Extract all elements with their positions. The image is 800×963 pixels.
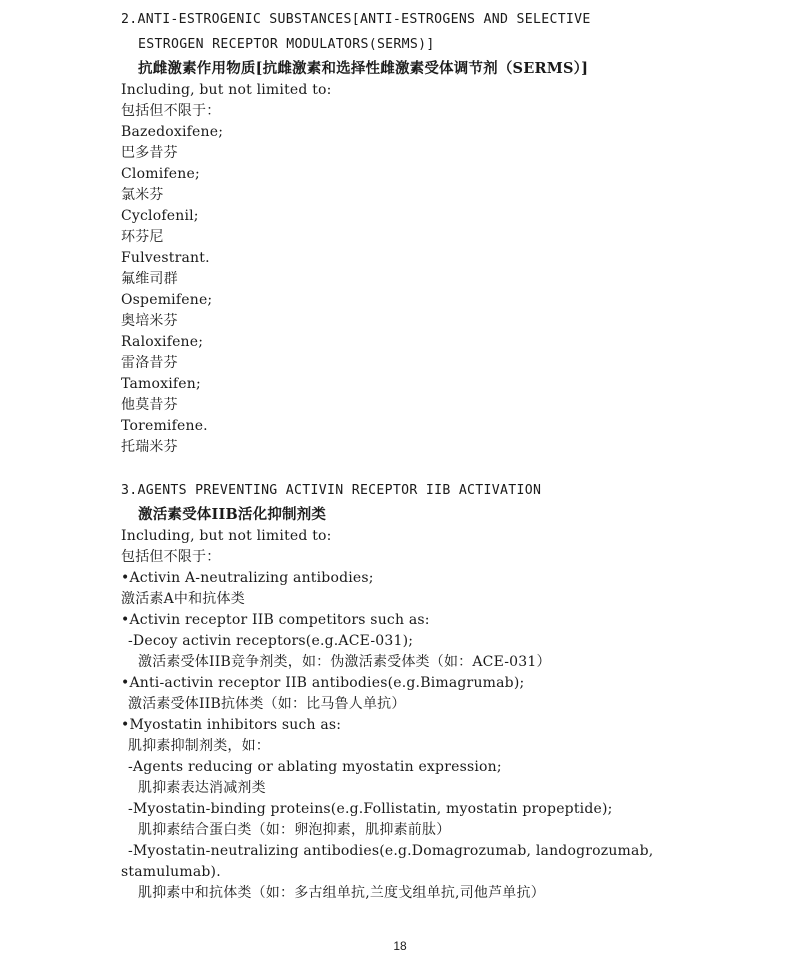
list-item-cn: 环芬尼 <box>121 229 164 245</box>
page-number: 18 <box>393 939 407 953</box>
including-cn: 包括但不限于： <box>121 103 221 119</box>
sub-item: -Myostatin-binding proteins(e.g.Follistatin, myostatin propeptide); <box>128 801 613 817</box>
list-item-en: Toremifene. <box>121 418 208 434</box>
list-item-en: Ospemifene; <box>121 292 213 308</box>
bullet-item: •Myostatin inhibitors such as: <box>121 717 342 733</box>
section-2-heading-line2: ESTROGEN RECEPTOR MODULATORS(SERMS)] <box>138 37 435 52</box>
list-item-cn: 托瑞米芬 <box>121 439 178 455</box>
sub-item-continuation: stamulumab). <box>121 864 221 880</box>
bullet-item-cn: 激活素受体IIB抗体类（如：比马鲁人单抗） <box>128 696 406 712</box>
list-item-en: Raloxifene; <box>121 334 204 350</box>
section-2-heading-line1: 2.ANTI-ESTROGENIC SUBSTANCES[ANTI-ESTROGENS AND SELECTIVE <box>121 12 591 27</box>
sub-item: -Myostatin-neutralizing antibodies(e.g.Domagrozumab, landogrozumab, <box>128 843 654 859</box>
list-item-en: Cyclofenil; <box>121 208 199 224</box>
list-item-en: Tamoxifen; <box>121 376 201 392</box>
list-item-cn: 氯米芬 <box>121 187 164 203</box>
section-3-heading-cn: 激活素受体IIB活化抑制剂类 <box>138 506 327 523</box>
bullet-item: •Activin receptor IIB competitors such as: <box>121 612 430 628</box>
bullet-item-cn: 激活素A中和抗体类 <box>121 591 245 607</box>
sub-item: -Agents reducing or ablating myostatin expression; <box>128 759 502 775</box>
list-item-en: Clomifene; <box>121 166 200 182</box>
list-item-cn: 他莫昔芬 <box>121 397 178 413</box>
list-item-cn: 氟维司群 <box>121 271 178 287</box>
including-cn: 包括但不限于： <box>121 549 221 565</box>
including-en: Including, but not limited to: <box>121 82 332 98</box>
sub-item-cn: 激活素受体IIB竞争剂类，如：伪激活素受体类（如：ACE-031） <box>138 654 551 670</box>
bullet-item: •Activin A-neutralizing antibodies; <box>121 570 374 586</box>
list-item-cn: 奥培米芬 <box>121 313 178 329</box>
sub-item-cn: 肌抑素中和抗体类（如：多古组单抗,兰度戈组单抗,司他芦单抗） <box>138 885 545 901</box>
bullet-item-cn: 肌抑素抑制剂类，如： <box>128 738 270 754</box>
including-en: Including, but not limited to: <box>121 528 332 544</box>
list-item-en: Bazedoxifene; <box>121 124 224 140</box>
sub-item: -Decoy activin receptors(e.g.ACE-031); <box>128 633 414 649</box>
bullet-item: •Anti-activin receptor IIB antibodies(e.g.Bimagrumab); <box>121 675 525 691</box>
sub-item-cn: 肌抑素表达消减剂类 <box>138 780 266 796</box>
list-item-cn: 雷洛昔芬 <box>121 355 178 371</box>
list-item-en: Fulvestrant. <box>121 250 210 266</box>
sub-item-cn: 肌抑素结合蛋白类（如：卵泡抑素，肌抑素前肽） <box>138 822 451 838</box>
section-2-heading-cn: 抗雌激素作用物质[抗雌激素和选择性雌激素受体调节剂（SERMS）] <box>138 60 589 77</box>
list-item-cn: 巴多昔芬 <box>121 145 178 161</box>
section-3-heading: 3.AGENTS PREVENTING ACTIVIN RECEPTOR IIB ACTIVATION <box>121 483 542 498</box>
